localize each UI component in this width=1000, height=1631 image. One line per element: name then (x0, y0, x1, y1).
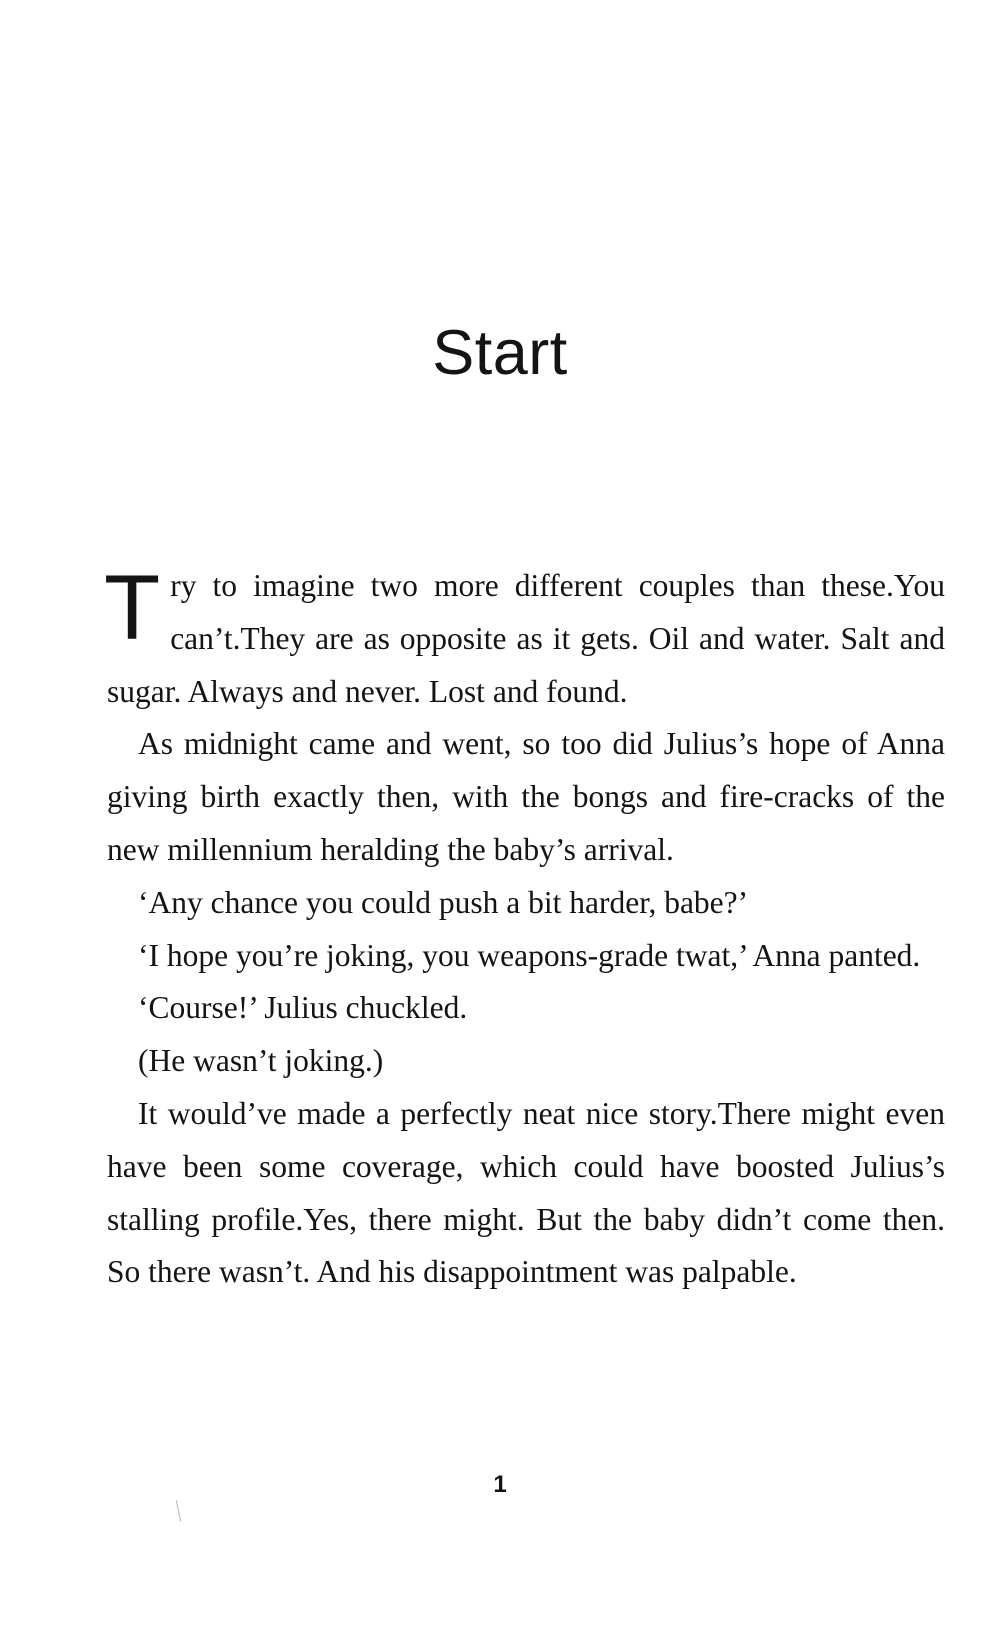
scan-speck-mark (176, 1500, 182, 1522)
drop-cap-letter: T (104, 557, 161, 659)
paragraph-julius-chuckle: ‘Course!’ Julius chuckled. (138, 990, 468, 1026)
paragraph-anna-reply: ‘I hope you’re joking, you weapons-grade twat,’ Anna panted. (138, 937, 921, 973)
chapter-title: Start (432, 318, 568, 388)
paragraph-aside: (He wasn’t joking.) (138, 1043, 384, 1079)
chapter-body (104, 557, 945, 1299)
page-number: 1 (493, 1471, 507, 1498)
paragraph-story: It would’ve made a perfectly neat nice story.There might even have been some coverage, which could have boosted Julius’s stalling profile.Yes, there might. But the baby didn’t come then. So there wasn’t. And his disappointment was palpable. (107, 1095, 945, 1290)
opening-paragraph-text: ry to imagine two more different couples than these.You can’t.They are as opposite as it gets. Oil and water. Salt and sugar. Always and never. Lost and found. (107, 568, 945, 709)
opening-paragraph (104, 557, 945, 718)
paragraph-julius-question: ‘Any chance you could push a bit harder, babe?’ (138, 884, 749, 920)
paragraph-midnight: As midnight came and went, so too did Julius’s hope of Anna giving birth exactly then, with the bongs and fire-cracks of the new millennium heralding the baby’s arrival. (107, 726, 945, 867)
